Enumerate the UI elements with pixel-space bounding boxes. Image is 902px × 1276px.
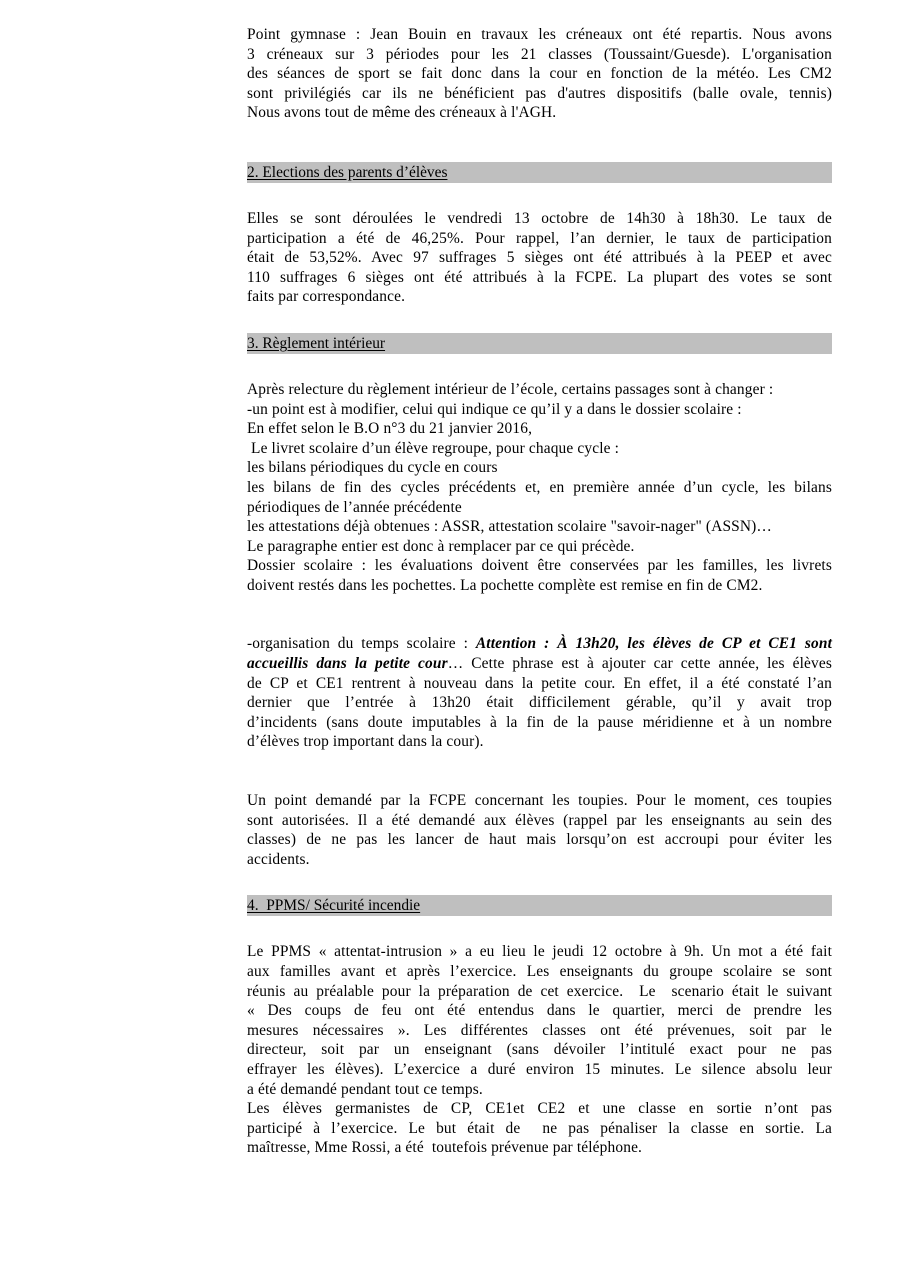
text-line: « Des coups de feu ont été entendus dans le quartier, merci de prendre les bbox=[247, 1002, 832, 1020]
text-line bbox=[247, 634, 832, 654]
text-line: Dossier scolaire : les évaluations doivent être conservées par les familles, les livrets bbox=[247, 557, 832, 575]
section-heading-label: 3. Règlement intérieur bbox=[247, 334, 386, 352]
spacer bbox=[247, 123, 832, 162]
text-line: d’incidents (sans doute imputables à la fin de la pause méridienne et à un nombre bbox=[247, 713, 832, 731]
text-line: d’élèves trop important dans la cour). bbox=[247, 733, 484, 751]
text-line: réunis au préalable pour la préparation de cet exercice. Le scenario était le suivant bbox=[247, 982, 832, 1000]
text-line: périodiques de l’année précédente bbox=[247, 498, 462, 516]
text-line: sont privilégiés car ils ne bénéficient pas d'autres dispositifs (balle ovale, tennis) bbox=[247, 84, 832, 102]
text-line: Un point demandé par la FCPE concernant les toupies. Pour le moment, ces toupies bbox=[247, 792, 832, 810]
text-line: des séances de sport se fait donc dans la cour en fonction de la météo. Les CM2 bbox=[247, 65, 832, 83]
spacer bbox=[247, 916, 832, 942]
spacer bbox=[247, 595, 832, 634]
section-heading-label: 4. PPMS/ Sécurité incendie bbox=[247, 897, 421, 915]
text-line: de CP et CE1 rentrent à nouveau dans la petite cour. En effet, il a été constaté l’an bbox=[247, 674, 832, 692]
text-line: Le paragraphe entier est donc à remplacer par ce qui précède. bbox=[247, 537, 635, 555]
temps-scolaire-emphasis-cont: accueillis dans la petite cour bbox=[247, 655, 448, 673]
document-content bbox=[247, 25, 832, 1158]
elections-paragraph bbox=[247, 209, 832, 307]
text-line: les bilans périodiques du cycle en cours bbox=[247, 459, 498, 477]
text-line: dernier que l’entrée à 13h20 était difficilement gérable, qu’il y avait trop bbox=[247, 694, 832, 712]
text-line: Après relecture du règlement intérieur de l’école, certains passages sont à changer : bbox=[247, 380, 774, 398]
text-line: participé à l’exercice. Le but était de ne pas pénaliser la classe en sortie. La bbox=[247, 1119, 832, 1137]
text-line: accidents. bbox=[247, 850, 310, 868]
text-line: 110 suffrages 6 sièges ont été attribués à la FCPE. La plupart des votes se sont bbox=[247, 268, 832, 286]
temps-scolaire-emphasis: Attention : À 13h20, les élèves de CP et CE1 sont bbox=[475, 635, 833, 653]
ppms-paragraph bbox=[247, 942, 832, 1158]
temps-scolaire-paragraph bbox=[247, 634, 832, 752]
text-line: Le livret scolaire d’un élève regroupe, pour chaque cycle : bbox=[247, 439, 620, 457]
text-line: participation a été de 46,25%. Pour rappel, l’an dernier, le taux de participation bbox=[247, 229, 832, 247]
spacer bbox=[247, 752, 832, 791]
text-line: mesures nécessaires ». Les différentes classes ont été prévenues, soit par le bbox=[247, 1021, 832, 1039]
text-line: Le PPMS « attentat-intrusion » a eu lieu le jeudi 12 octobre à 9h. Un mot a été fait bbox=[247, 943, 832, 961]
intro-paragraph bbox=[247, 25, 832, 123]
text-line: effrayer les élèves). L’exercice a duré environ 15 minutes. Le silence absolu leur bbox=[247, 1060, 832, 1078]
text-line: a été demandé pendant tout ce temps. bbox=[247, 1080, 483, 1098]
text-line: Nous avons tout de même des créneaux à l'AGH. bbox=[247, 104, 557, 122]
text-line: maîtresse, Mme Rossi, a été toutefois prévenue par téléphone. bbox=[247, 1139, 643, 1157]
section-heading-elections bbox=[247, 162, 832, 183]
text-line: doivent restés dans les pochettes. La pochette complète est remise en fin de CM2. bbox=[247, 576, 763, 594]
text-line: 3 créneaux sur 3 périodes pour les 21 classes (Toussaint/Guesde). L'organisation bbox=[247, 45, 832, 63]
section-heading-ppms bbox=[247, 895, 832, 916]
toupies-paragraph bbox=[247, 791, 832, 869]
text-line: faits par correspondance. bbox=[247, 288, 406, 306]
text-line: Les élèves germanistes de CP, CE1et CE2 et une classe en sortie n’ont pas bbox=[247, 1100, 832, 1118]
text-line: les attestations déjà obtenues : ASSR, attestation scolaire "savoir-nager" (ASSN)… bbox=[247, 518, 772, 536]
text-line: était de 53,52%. Avec 97 suffrages 5 sièges ont été attribués à la PEEP et avec bbox=[247, 249, 832, 267]
section-heading-label: 2. Elections des parents d’élèves bbox=[247, 163, 448, 181]
text-line: directeur, soit par un enseignant (sans dévoiler l’intitulé exact pour ne pas bbox=[247, 1041, 832, 1059]
section-heading-reglement-interieur bbox=[247, 333, 832, 354]
spacer bbox=[247, 307, 832, 333]
spacer bbox=[247, 354, 832, 380]
text-line: Elles se sont déroulées le vendredi 13 octobre de 14h30 à 18h30. Le taux de bbox=[247, 209, 832, 227]
temps-scolaire-rest: … Cette phrase est à ajouter car cette année, les élèves bbox=[447, 655, 832, 673]
text-line: -un point est à modifier, celui qui indique ce qu’il y a dans le dossier scolaire : bbox=[247, 400, 742, 418]
text-line: les bilans de fin des cycles précédents et, en première année d’un cycle, les bilans bbox=[247, 478, 832, 496]
spacer bbox=[247, 183, 832, 209]
text-line: aux familles avant et après l’exercice. Les enseignants du groupe scolaire se sont bbox=[247, 963, 832, 980]
temps-scolaire-lead: -organisation du temps scolaire : bbox=[247, 635, 476, 653]
reglement-interieur-paragraph bbox=[247, 380, 832, 596]
text-line: Point gymnase : Jean Bouin en travaux les créneaux ont été repartis. Nous avons bbox=[247, 26, 832, 43]
text-line: classes) de ne pas les lancer de haut mais lorsqu’on est accroupi pour éviter les bbox=[247, 831, 832, 849]
spacer bbox=[247, 869, 832, 895]
text-line bbox=[247, 654, 832, 674]
text-line: sont autorisées. Il a été demandé aux élèves (rappel par les enseignants au sein des bbox=[247, 811, 832, 829]
text-line: En effet selon le B.O n°3 du 21 janvier 2016, bbox=[247, 420, 533, 438]
